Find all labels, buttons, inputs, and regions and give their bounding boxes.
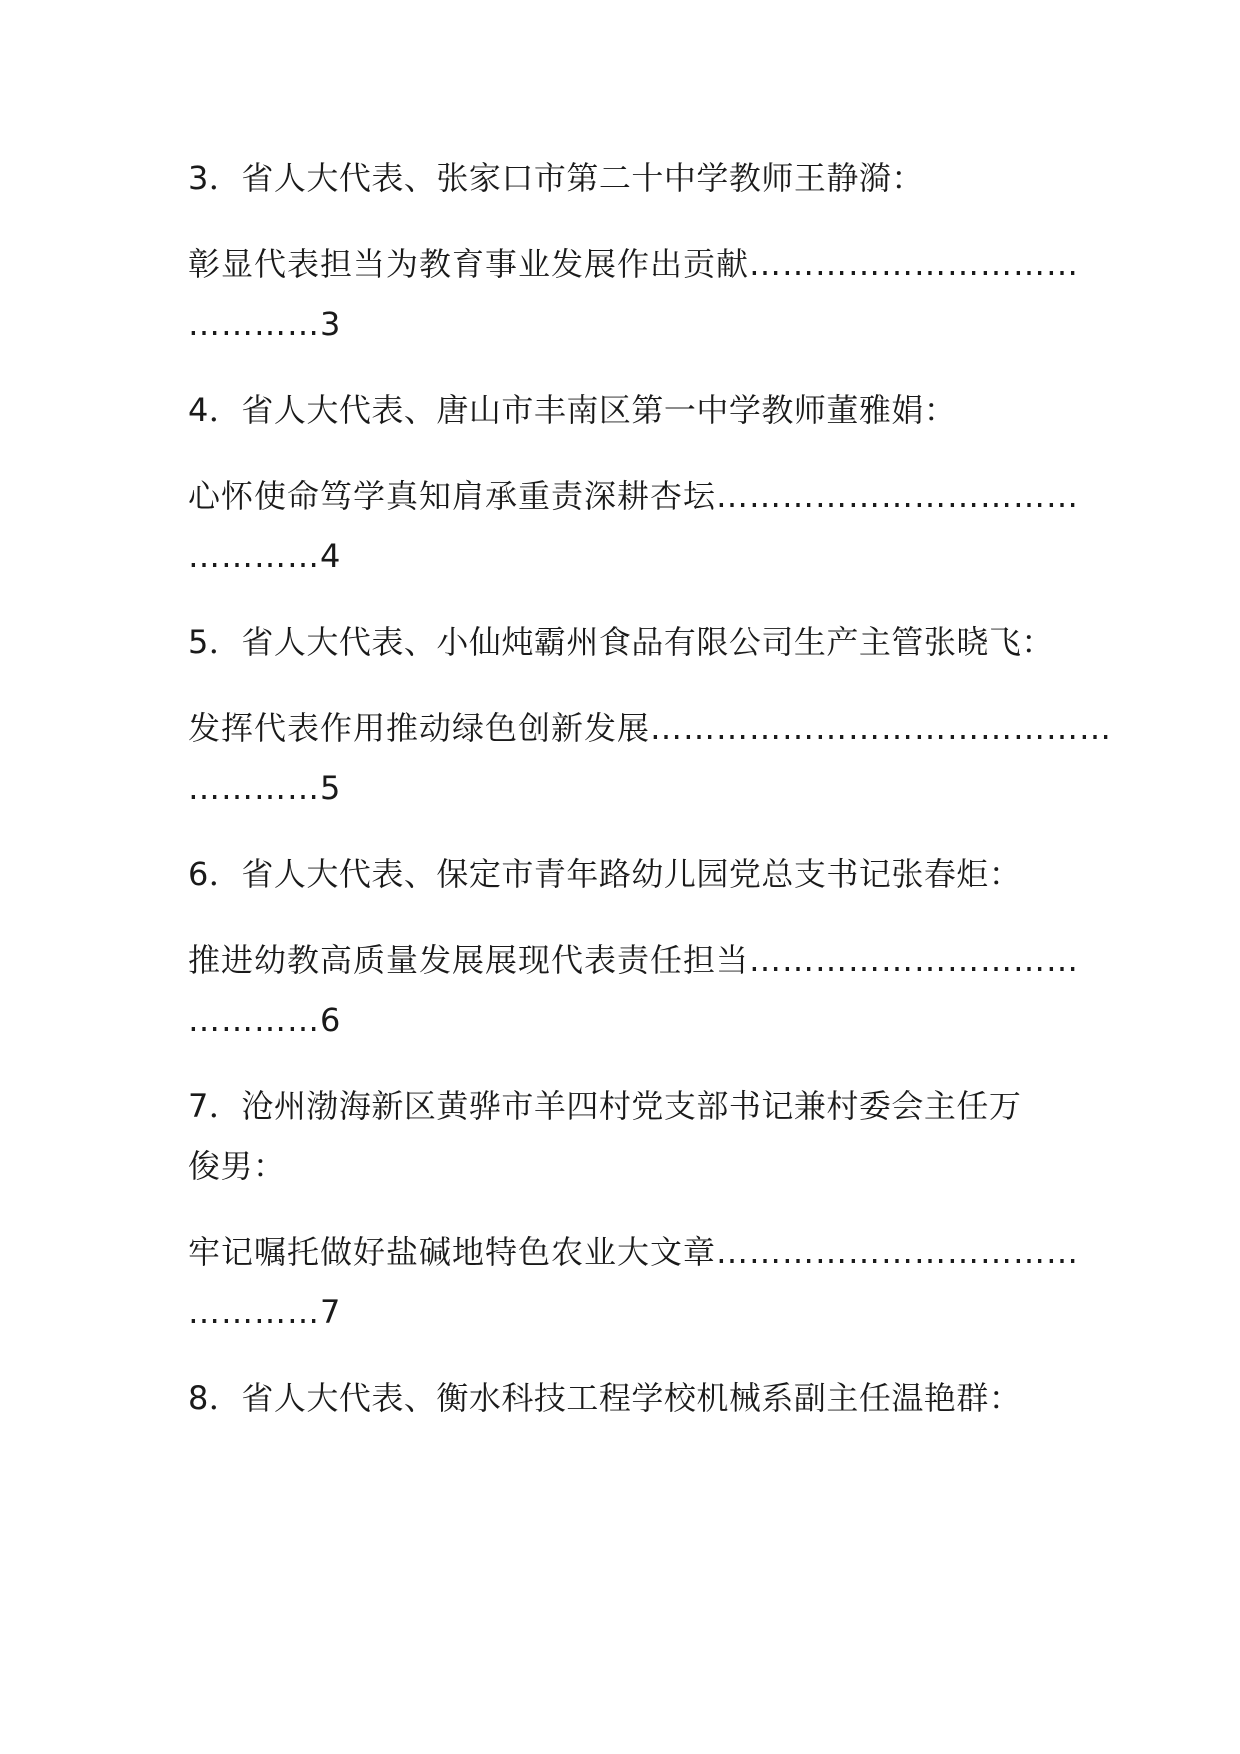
toc-heading-4: 4．省人大代表、唐山市丰南区第一中学教师董雅娟：: [188, 391, 957, 429]
toc-page-3: …………3: [188, 305, 342, 343]
toc-page-5: …………5: [188, 769, 342, 807]
toc-title-5: 发挥代表作用推动绿色创新发展……………………………………: [188, 709, 1113, 747]
toc-heading-7-line1: 7．沧州渤海新区黄骅市羊四村党支部书记兼村委会主任万: [188, 1087, 1022, 1125]
toc-heading-3: 3．省人大代表、张家口市第二十中学教师王静漪：: [188, 159, 924, 197]
toc-heading-5: 5．省人大代表、小仙炖霸州食品有限公司生产主管张晓飞：: [188, 623, 1054, 661]
toc-heading-6: 6．省人大代表、保定市青年路幼儿园党总支书记张春炬：: [188, 855, 1022, 893]
toc-title-3: 彰显代表担当为教育事业发展作出贡献…………………………: [188, 245, 1080, 283]
toc-heading-8: 8．省人大代表、衡水科技工程学校机械系副主任温艳群：: [188, 1379, 1022, 1417]
toc-page-7: …………7: [188, 1293, 342, 1331]
toc-page-4: …………4: [188, 537, 342, 575]
toc-page-6: …………6: [188, 1001, 342, 1039]
toc-title-6: 推进幼教高质量发展展现代表责任担当…………………………: [188, 941, 1080, 979]
toc-heading-7-line2: 俊男：: [188, 1147, 286, 1185]
toc-title-4: 心怀使命笃学真知肩承重责深耕杏坛……………………………: [188, 477, 1080, 515]
toc-title-7: 牢记嘱托做好盐碱地特色农业大文章……………………………: [188, 1233, 1080, 1271]
